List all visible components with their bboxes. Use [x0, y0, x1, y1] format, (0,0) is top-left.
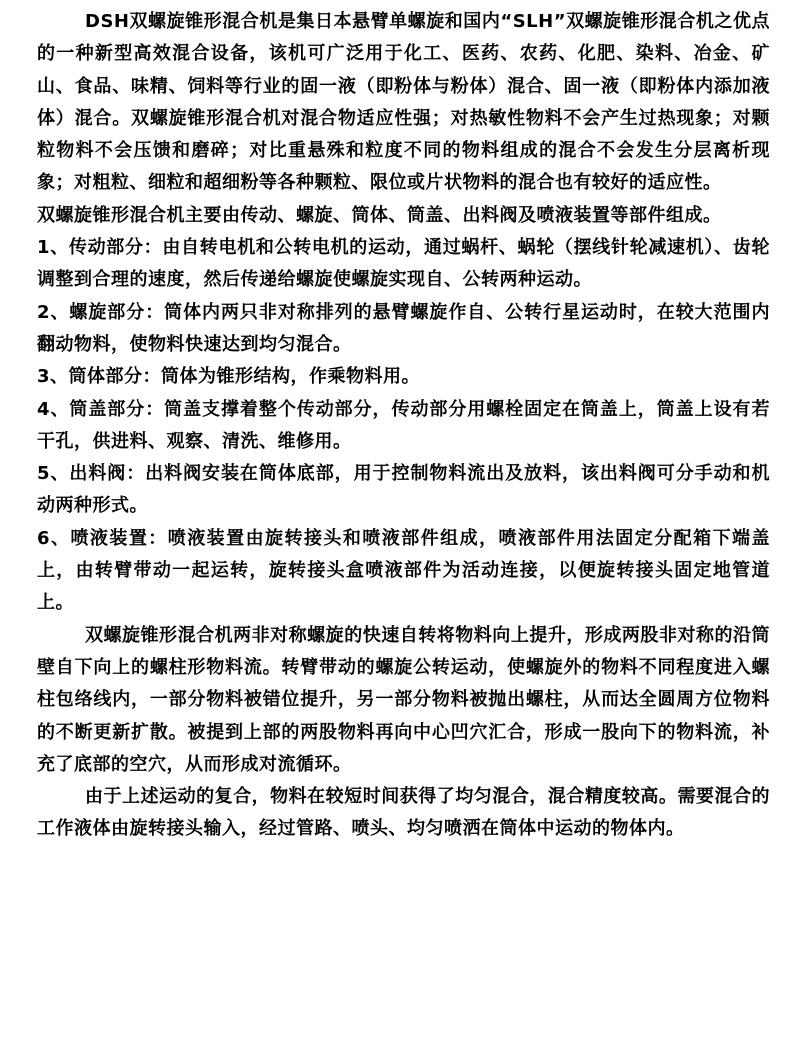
result-paragraph: 由于上述运动的复合，物料在较短时间获得了均匀混合，混合精度较高。需要混合的工作液体由旋转接头输入，经过管路、喷头、均匀喷洒在筒体中运动的物体内。	[37, 786, 770, 840]
item-drive-part: 1、传动部分：由自转电机和公转电机的运动，通过蜗杆、蜗轮（摆线针轮减速机）、齿轮调整到合理的速度，然后传递给螺旋使螺旋实现自、公转两种运动。	[37, 237, 770, 291]
intro-paragraph: DSH双螺旋锥形混合机是集日本悬臂单螺旋和国内“SLH”双螺旋锥形混合机之优点的一种新型高效混合设备，该机可广泛用于化工、医药、农药、化肥、染料、冶金、矿山、食品、味精、饲料等行业的固一液（即粉体与粉体）混合、固一液（即粉体内添加液体）混合。双螺旋锥形混合机对混合物适应性强；对热敏性物料不会产生过热现象；对颗粒物料不会压馈和磨碎；对比重悬殊和粒度不同的物料组成的混合不会发生分层离析现象；对粗粒、细粒和超细粉等各种颗粒、限位或片状物料的混合也有较好的适应性。	[37, 11, 770, 194]
principle-paragraph: 双螺旋锥形混合机两非对称螺旋的快速自转将物料向上提升，形成两股非对称的沿筒壁自下向上的螺柱形物料流。转臂带动的螺旋公转运动，使螺旋外的物料不同程度进入螺柱包络线内，一部分物料被错位提升，另一部分物料被抛出螺柱，从而达全圆周方位物料的不断更新扩散。被提到上部的两股物料再向中心凹穴汇合，形成一股向下的物料流，补充了底部的空穴，从而形成对流循环。	[37, 624, 770, 775]
item-discharge-valve: 5、出料阀：出料阀安装在筒体底部，用于控制物料流出及放料，该出料阀可分手动和机动两种形式。	[37, 463, 770, 517]
item-cover-part: 4、筒盖部分：筒盖支撑着整个传动部分，传动部分用螺栓固定在筒盖上，筒盖上设有若干孔，供进料、观察、清洗、维修用。	[37, 398, 770, 452]
item-screw-part: 2、螺旋部分：筒体内两只非对称排列的悬臂螺旋作自、公转行星运动时，在较大范围内翻动物料，使物料快速达到均匀混合。	[37, 301, 770, 355]
item-spray-device: 6、喷液装置：喷液装置由旋转接头和喷液部件组成，喷液部件用法固定分配箱下端盖上，由转臂带动一起运转，旋转接头盒喷液部件为活动连接，以便旋转接头固定地管道上。	[37, 527, 770, 614]
item-barrel-part: 3、筒体部分：筒体为锥形结构，作乘物料用。	[37, 366, 421, 388]
composition-paragraph: 双螺旋锥形混合机主要由传动、螺旋、筒体、筒盖、出料阀及喷液装置等部件组成。	[37, 204, 722, 226]
